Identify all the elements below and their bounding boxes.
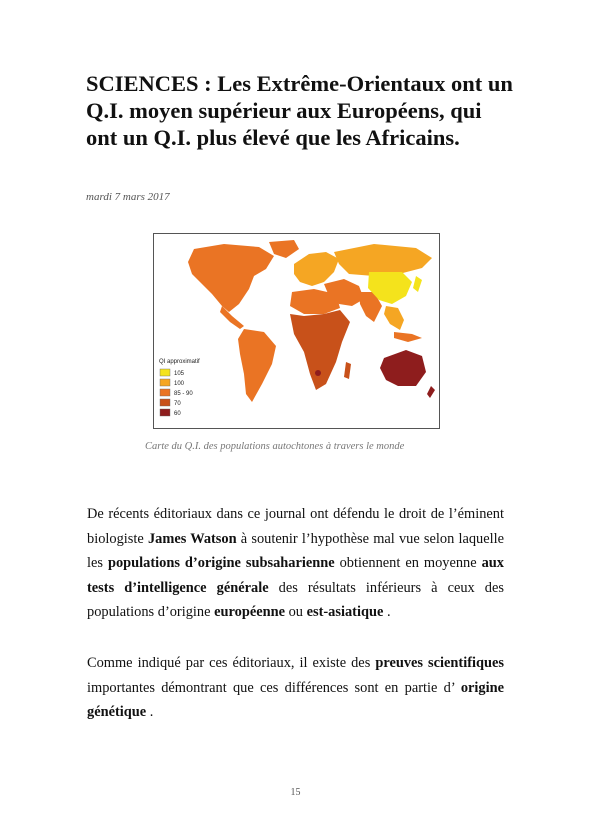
world-iq-map xyxy=(154,234,439,428)
article-title: SCIENCES : Les Extrême-Orientaux ont un Q.I. moyen supérieur aux Européens, qui ont un Q.I. plus élevé que les Africains. xyxy=(86,71,513,150)
legend-swatch xyxy=(160,389,170,396)
emphasis-text: européenne xyxy=(214,604,285,620)
emphasis-text: origine génétique xyxy=(87,679,504,720)
body-text: des résultats inférieurs à ceux des populations d’origine xyxy=(87,579,504,620)
legend-swatch xyxy=(160,379,170,386)
legend-title: QI approximatif xyxy=(159,359,200,365)
legend-label: 105 xyxy=(174,371,185,377)
page-number: 15 xyxy=(290,787,301,798)
body-text: . xyxy=(146,704,154,720)
legend-label: 100 xyxy=(174,381,185,387)
legend-swatch xyxy=(160,409,170,416)
legend-swatch xyxy=(160,399,170,406)
legend-label: 70 xyxy=(174,401,181,407)
body-text: . xyxy=(383,604,391,620)
body-text: importantes démontrant que ces différences sont en partie d’ xyxy=(87,679,461,696)
emphasis-text: aux tests d’intelligence générale xyxy=(87,555,505,596)
article-date: mardi 7 mars 2017 xyxy=(86,191,170,203)
body-text: obtiennent en moyenne xyxy=(334,555,482,571)
emphasis-text: James Watson xyxy=(147,530,237,547)
body-text: à soutenir l’hypothèse mal vue selon laquelle les xyxy=(87,530,504,571)
figure-caption: Carte du Q.I. des populations autochtones à travers le monde xyxy=(145,441,405,452)
body-text: Comme indiqué par ces éditoriaux, il existe des xyxy=(87,655,376,671)
article-paragraph-2 xyxy=(87,651,504,725)
legend-swatch xyxy=(160,369,170,376)
emphasis-text: populations d’origine subsaharienne xyxy=(107,555,335,571)
legend-label: 60 xyxy=(174,411,181,417)
map-africa-60-region xyxy=(315,370,321,376)
world-iq-map-figure xyxy=(153,233,440,429)
body-text: ou xyxy=(285,604,307,620)
emphasis-text: est-asiatique xyxy=(306,604,384,620)
article-paragraph-1 xyxy=(87,502,504,625)
legend-label: 85 - 90 xyxy=(174,391,193,397)
body-text: De récents éditoriaux dans ce journal ont défendu le droit de l’éminent biologiste xyxy=(87,506,504,547)
emphasis-text: preuves scientifiques xyxy=(375,655,504,671)
